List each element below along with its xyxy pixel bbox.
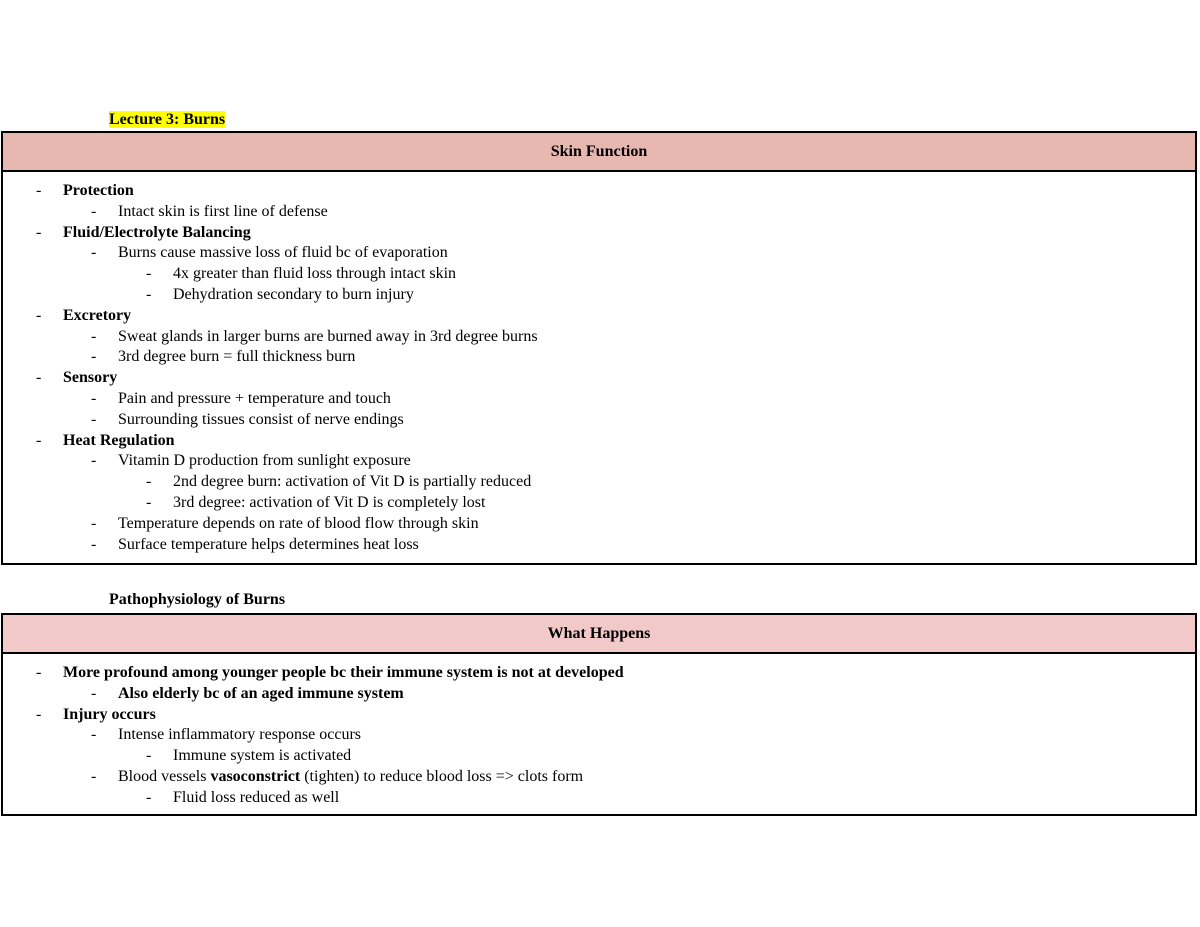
- list-item: [3, 514, 1195, 535]
- list-item-text: Intense inflammatory response occurs: [118, 726, 362, 744]
- list-item: [3, 223, 1195, 244]
- bullet-dash: -: [146, 788, 152, 806]
- text-run: (tighten) to reduce blood loss => clots form: [300, 767, 584, 785]
- list-item-text: Injury occurs: [63, 705, 156, 723]
- bullet-dash: -: [36, 705, 42, 723]
- list-item: [3, 684, 1195, 705]
- bullet-dash: -: [91, 535, 97, 553]
- list-item-text: Also elderly bc of an aged immune system: [118, 684, 404, 702]
- list-item: [3, 243, 1195, 264]
- list-item-text: Immune system is activated: [173, 747, 352, 765]
- list-item-text: Sweat glands in larger burns are burned away in 3rd degree burns: [118, 327, 538, 345]
- bullet-dash: -: [146, 265, 152, 283]
- list-item: [3, 472, 1195, 493]
- list-item-text: Dehydration secondary to burn injury: [173, 285, 414, 303]
- list-item: [3, 431, 1195, 452]
- document-title: Lecture 3: Burns: [109, 111, 226, 128]
- bullet-dash: -: [36, 431, 42, 449]
- list-item-text: Protection: [63, 182, 134, 199]
- list-item-text: 4x greater than fluid loss through intact skin: [173, 265, 457, 283]
- list-item-text: Fluid loss reduced as well: [173, 788, 340, 806]
- list-item-text: Intact skin is first line of defense: [118, 202, 328, 220]
- list-item-text: Fluid/Electrolyte Balancing: [63, 223, 251, 241]
- list-item: [3, 181, 1195, 202]
- skin-function-list: [3, 172, 1195, 555]
- what-happens-list: [3, 654, 1195, 809]
- bullet-dash: -: [36, 182, 42, 199]
- list-item: [3, 535, 1195, 556]
- list-item: [3, 410, 1195, 431]
- list-item: [3, 327, 1195, 348]
- bullet-dash: -: [36, 664, 42, 681]
- bullet-dash: -: [36, 223, 42, 241]
- list-item-text: More profound among younger people bc their immune system is not at developed: [63, 664, 624, 681]
- list-item: [3, 663, 1195, 684]
- skin-function-table: [1, 131, 1197, 565]
- bullet-dash: -: [146, 285, 152, 303]
- bullet-dash: -: [91, 389, 97, 407]
- list-item-text: Vitamin D production from sunlight exposure: [118, 452, 411, 470]
- list-item-text: Surface temperature helps determines heat loss: [118, 535, 419, 553]
- list-item: [3, 306, 1195, 327]
- bullet-dash: -: [146, 473, 152, 491]
- list-item: [3, 788, 1195, 809]
- list-item: [3, 725, 1195, 746]
- bullet-dash: -: [146, 493, 152, 511]
- bullet-dash: -: [36, 369, 42, 387]
- section-title-pathophysiology: Pathophysiology of Burns: [109, 591, 286, 608]
- list-item-text: Surrounding tissues consist of nerve endings: [118, 410, 404, 428]
- bullet-dash: -: [36, 306, 42, 324]
- list-item: [3, 368, 1195, 389]
- list-item: [3, 264, 1195, 285]
- bullet-dash: -: [91, 684, 97, 702]
- bullet-dash: -: [91, 452, 97, 470]
- text-run: vasoconstrict: [210, 767, 301, 785]
- bullet-dash: -: [146, 747, 152, 765]
- bullet-dash: -: [91, 514, 97, 532]
- list-item: [3, 285, 1195, 306]
- list-item-text: Temperature depends on rate of blood flow through skin: [118, 514, 479, 532]
- list-item-text: 3rd degree burn = full thickness burn: [118, 348, 356, 366]
- list-item-text: [118, 767, 583, 788]
- bullet-dash: -: [91, 726, 97, 744]
- list-item: [3, 493, 1195, 514]
- list-item: [3, 746, 1195, 767]
- list-item: [3, 705, 1195, 726]
- list-item: [3, 202, 1195, 223]
- list-item-text: Burns cause massive loss of fluid bc of evaporation: [118, 244, 448, 262]
- bullet-dash: -: [91, 410, 97, 428]
- table-header-skin-function: Skin Function: [3, 133, 1195, 172]
- list-item: [3, 767, 1195, 788]
- bullet-dash: -: [91, 244, 97, 262]
- what-happens-table: [1, 613, 1197, 816]
- bullet-dash: -: [91, 327, 97, 345]
- table-header-what-happens: What Happens: [3, 615, 1195, 654]
- list-item-text: Excretory: [63, 306, 132, 324]
- bullet-dash: -: [91, 767, 97, 785]
- bullet-dash: -: [91, 348, 97, 366]
- list-item-text: Sensory: [63, 369, 118, 387]
- list-item-text: Pain and pressure + temperature and touch: [118, 389, 391, 407]
- list-item-text: 3rd degree: activation of Vit D is completely lost: [173, 493, 486, 511]
- bullet-dash: -: [91, 202, 97, 220]
- list-item-text: Heat Regulation: [63, 431, 175, 449]
- list-item: [3, 347, 1195, 368]
- text-run: Blood vessels: [118, 767, 211, 785]
- list-item-text: 2nd degree burn: activation of Vit D is partially reduced: [173, 473, 532, 491]
- list-item: [3, 389, 1195, 410]
- list-item: [3, 451, 1195, 472]
